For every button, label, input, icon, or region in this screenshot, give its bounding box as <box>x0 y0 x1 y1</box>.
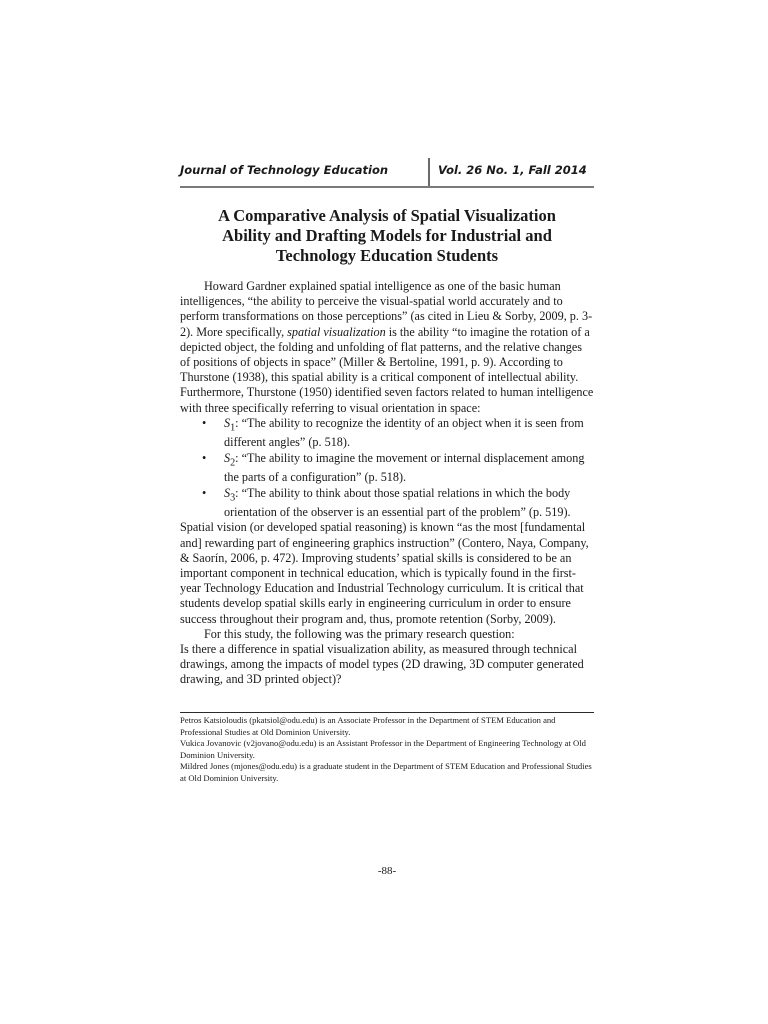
article-title <box>180 206 594 266</box>
spatial-visualization-term: spatial visualization <box>287 324 386 339</box>
header-divider <box>428 158 430 186</box>
list-item: • $S_1$: “The ability to recognize the identity of an object when it is seen from different angles” (p. 518). <box>202 415 584 450</box>
study-intro: For this study, the following was the primary research question: <box>204 626 515 641</box>
list-item: • $S_3$: “The ability to think about those spatial relations in which the body orientation of the observer is an essential part of the problem” (p. 519). <box>202 485 571 520</box>
title-line-1: A Comparative Analysis of Spatial Visualization <box>218 206 556 225</box>
journal-name: Journal of Technology Education <box>180 163 389 177</box>
title-line-2: Ability and Drafting Models for Industrial and <box>222 226 552 245</box>
running-header <box>180 158 594 188</box>
author-note-3: Mildred Jones (mjones@odu.edu) is a graduate student in the Department of STEM Education and Professional Studies at Old Dominion University. <box>180 761 592 783</box>
research-question: Is there a difference in spatial visualization ability, as measured through technical drawings, among the impacts of model types (2D drawing, 3D computer generated drawing, and 3D printed object)? <box>180 641 584 687</box>
spatial-vision-paragraph: Spatial vision (or developed spatial reasoning) is known “as the most [fundamental and] rewarding part of engineering graphics instruction” (Contero, Naya, Company, & Saorín, 2006, p. 472). Improving students’ spatial skills is considered to be an important component in technical education, which is typically found in the first-year Technology Education and Industrial Technology curriculum. It is critical that students develop spatial skills early in engineering curriculum in order to ensure success throughout their program and, thus, promote retention (Sorby, 2009). <box>180 520 589 626</box>
bullet-icon: • <box>202 485 207 500</box>
bullet-icon: • <box>202 415 207 430</box>
bullet-icon: • <box>202 450 207 465</box>
volume-issue: Vol. 26 No. 1, Fall 2014 <box>438 163 587 177</box>
thurstone-factors-list <box>180 416 594 521</box>
title-line-3: Technology Education Students <box>275 246 499 265</box>
page-number: -88- <box>377 865 397 877</box>
journal-page <box>180 0 594 1024</box>
intro-paragraph: Howard Gardner explained spatial intelligence as one of the basic human intelligences, “the ability to perceive the visual-spatial world accurately and to perform transformations on those perceptions” (as cited in Lieu & Sorby, 2009, p. 3-2). More specifically, spatial visualization is the ability “to imagine the rotation of a depicted object, the folding and unfolding of flat patterns, and the relative changes of positions of objects in space” (Miller & Bertoline, 1991, p. 9). According to Thurstone (1938), this spatial ability is a critical component of intellectual ability. Furthermore, Thurstone (1950) identified seven factors related to human intelligence with three specifically referring to visual orientation in space: <box>180 279 594 415</box>
list-item: • $S_2$: “The ability to imagine the movement or internal displacement among the parts of a configuration” (p. 518). <box>202 450 585 485</box>
author-note-1: Petros Katsioloudis (pkatsiol@odu.edu) is an Associate Professor in the Department of STEM Education and Professional Studies at Old Dominion University. <box>180 715 556 737</box>
article-body <box>180 279 594 688</box>
author-footnotes <box>180 712 594 785</box>
author-note-2: Vukica Jovanovic (v2jovano@odu.edu) is an Assistant Professor in the Department of Engineering Technology at Old Dominion University. <box>180 738 586 760</box>
